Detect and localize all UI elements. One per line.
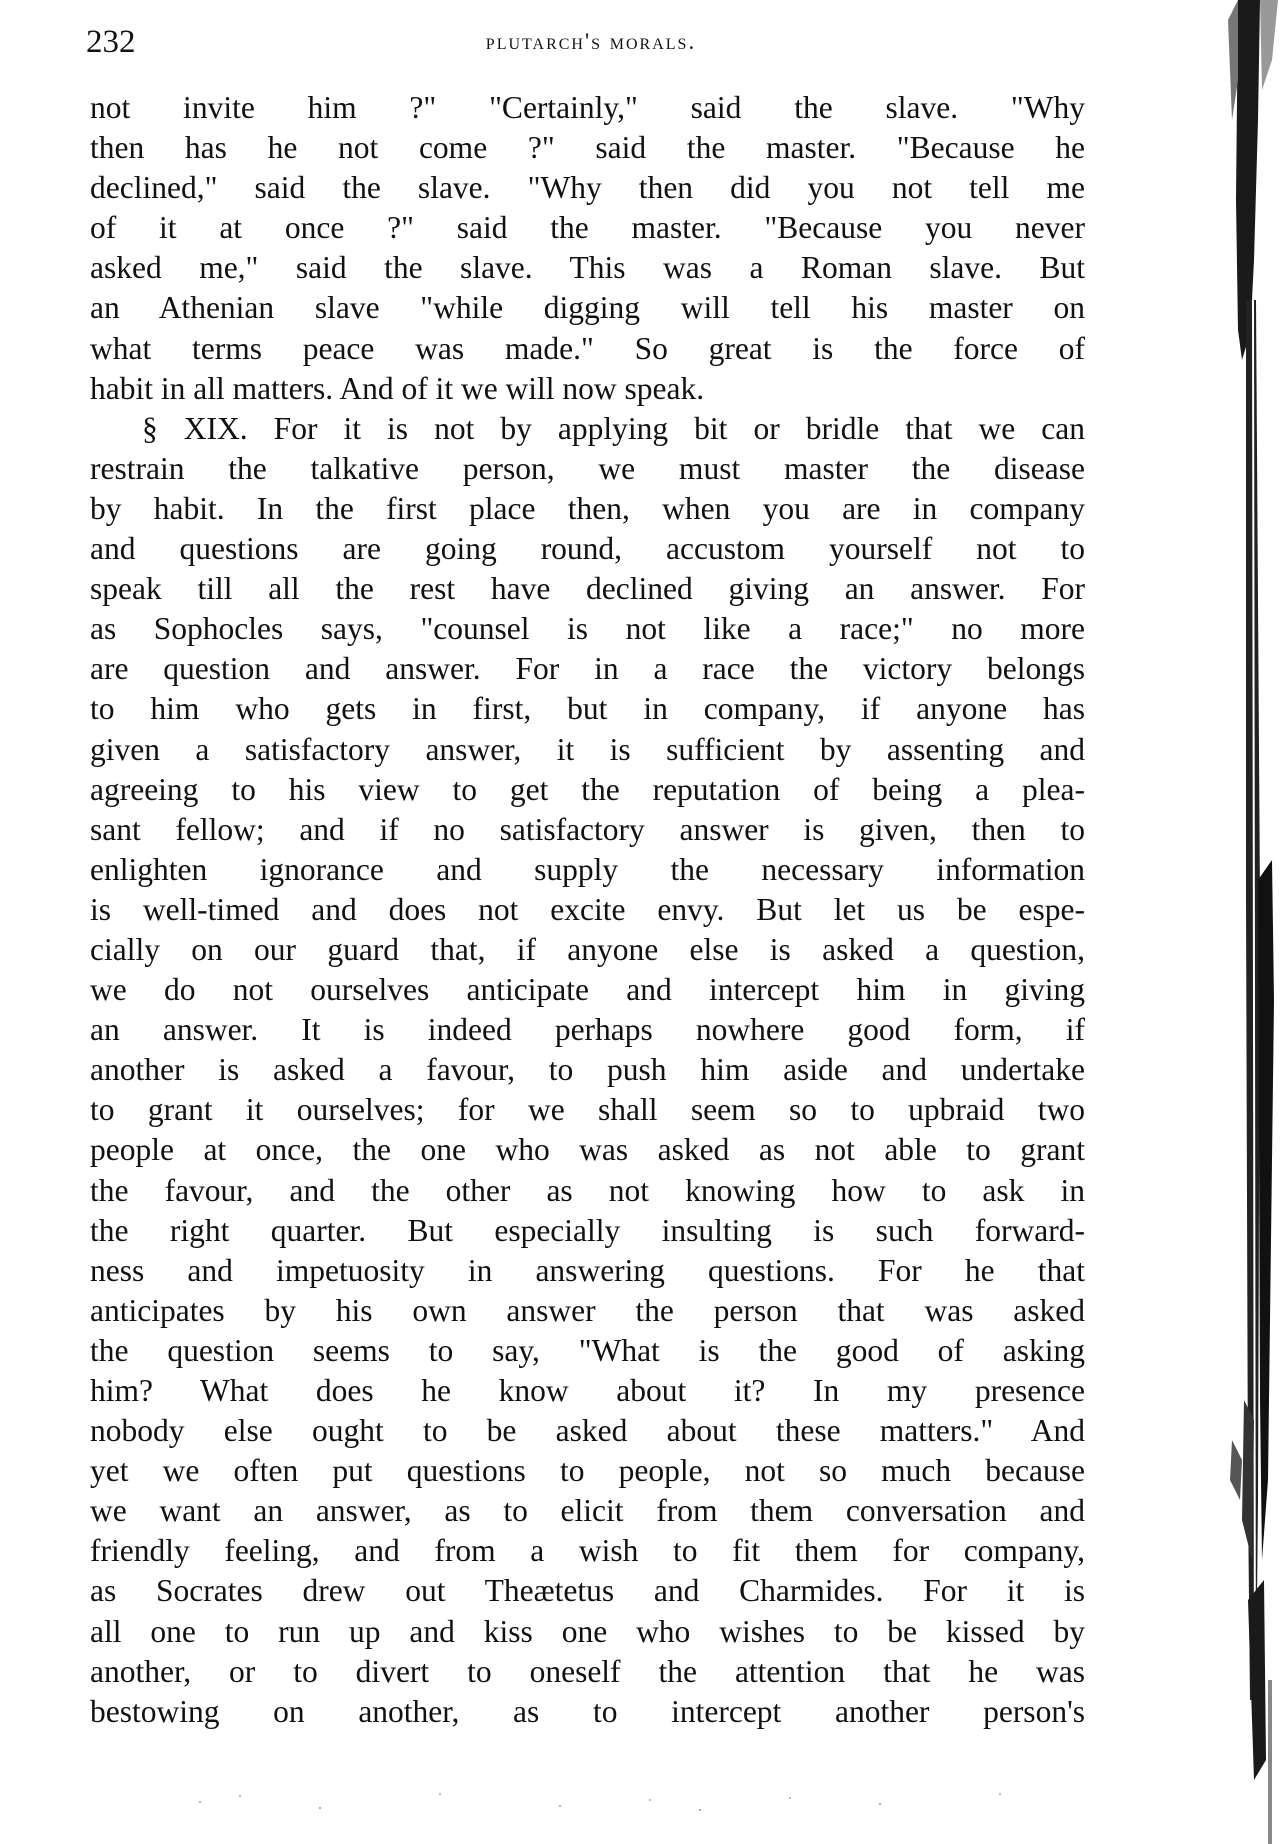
text-line: and questions are going round, accustom yourself not to bbox=[90, 531, 1085, 567]
text-line: are question and answer. For in a race the victory belongs bbox=[90, 651, 1085, 687]
text-line: speak till all the rest have declined giving an answer. For bbox=[90, 571, 1085, 607]
text-line: what terms peace was made." So great is the force of bbox=[90, 330, 1085, 366]
paper-noise bbox=[180, 1782, 1080, 1822]
section-start-line: § XIX. For it is not by applying bit or bridle that we can bbox=[142, 410, 1085, 446]
text-line: given a satisfactory answer, it is sufficient by assenting and bbox=[90, 731, 1085, 767]
text-line: another is asked a favour, to push him aside and undertake bbox=[90, 1052, 1085, 1088]
text-line: is well-timed and does not excite envy. But let us be espe- bbox=[90, 891, 1085, 927]
text-line: as Sophocles says, "counsel is not like a race;" no more bbox=[90, 611, 1085, 647]
body-text bbox=[90, 88, 1085, 1732]
text-line: bestowing on another, as to intercept another person's bbox=[90, 1693, 1085, 1729]
text-line: to grant it ourselves; for we shall seem so to upbraid two bbox=[90, 1092, 1085, 1128]
book-binding-edge bbox=[1208, 0, 1288, 1844]
text-line: we do not ourselves anticipate and intercept him in giving bbox=[90, 972, 1085, 1008]
text-line: anticipates by his own answer the person that was asked bbox=[90, 1292, 1085, 1328]
text-line: restrain the talkative person, we must master the disease bbox=[90, 450, 1085, 486]
text-line: another, or to divert to oneself the attention that he was bbox=[90, 1653, 1085, 1689]
text-line: habit in all matters. And of it we will now speak. bbox=[90, 370, 705, 406]
text-line: enlighten ignorance and supply the necessary information bbox=[90, 851, 1085, 887]
text-line: of it at once ?" said the master. "Because you never bbox=[90, 210, 1085, 246]
running-title: plutarch's morals. bbox=[485, 29, 697, 54]
text-line: nobody else ought to be asked about these matters." And bbox=[90, 1413, 1085, 1449]
text-line: sant fellow; and if no satisfactory answer is given, then to bbox=[90, 811, 1085, 847]
text-line: declined," said the slave. "Why then did you not tell me bbox=[90, 170, 1085, 206]
text-line: as Socrates drew out Theætetus and Charmides. For it is bbox=[90, 1573, 1085, 1609]
text-line: the question seems to say, "What is the good of asking bbox=[90, 1332, 1085, 1368]
text-line: the right quarter. But especially insulting is such forward- bbox=[90, 1212, 1085, 1248]
text-line: not invite him ?" "Certainly," said the slave. "Why bbox=[90, 90, 1085, 125]
text-line: agreeing to his view to get the reputation of being a plea- bbox=[90, 771, 1085, 807]
text-line: ness and impetuosity in answering questions. For he that bbox=[90, 1252, 1085, 1288]
text-line: all one to run up and kiss one who wishes to be kissed by bbox=[90, 1613, 1085, 1649]
text-line: the favour, and the other as not knowing how to ask in bbox=[90, 1172, 1085, 1208]
text-line: to him who gets in first, but in company, if anyone has bbox=[90, 691, 1085, 727]
text-line: we want an answer, as to elicit from them conversation and bbox=[90, 1493, 1085, 1529]
text-line: people at once, the one who was asked as not able to grant bbox=[90, 1132, 1085, 1168]
text-line: then has he not come ?" said the master. "Because he bbox=[90, 130, 1085, 166]
text-line: him? What does he know about it? In my presence bbox=[90, 1373, 1085, 1408]
text-line: an Athenian slave "while digging will tell his master on bbox=[90, 290, 1085, 326]
text-line: cially on our guard that, if anyone else is asked a question, bbox=[90, 931, 1085, 967]
text-line: friendly feeling, and from a wish to fit them for company, bbox=[90, 1533, 1085, 1569]
text-line: asked me," said the slave. This was a Roman slave. But bbox=[90, 250, 1085, 286]
text-line: an answer. It is indeed perhaps nowhere good form, if bbox=[90, 1012, 1085, 1048]
text-line: yet we often put questions to people, not so much because bbox=[90, 1453, 1085, 1489]
text-line: by habit. In the first place then, when you are in company bbox=[90, 490, 1085, 526]
page-header bbox=[86, 18, 1096, 66]
page-number: 232 bbox=[86, 24, 136, 60]
